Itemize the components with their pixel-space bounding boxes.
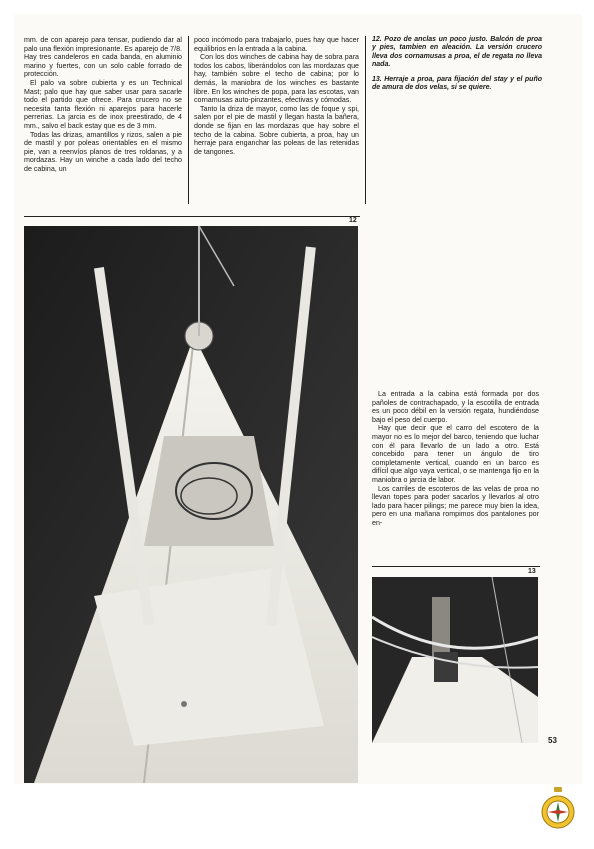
column-divider xyxy=(365,36,366,204)
paragraph: mm. de con aparejo para tensar, pudiendo dar al palo una flexión impresionante. Es aparejo de 7/8. Hay tres candeleros en cada banda, en aluminio marino y fuertes, con un solo cable forrado de protección. xyxy=(24,36,182,79)
bow-deck-photo-drawing xyxy=(24,226,358,783)
paragraph: Todas las drizas, amantillos y rizos, salen a pie de mastil y por poleas orientables en el mismo pie, van a reenvíos planos de tres roldanas, y a mordazas. Hay un winche a cada lado del techo de cabina, un xyxy=(24,130,182,173)
paragraph: Hay que decir que el carro del escotero de la mayor no es lo mejor del barco, teniendo que luchar con él para llevarlo de un lado a otro. Está concebido para tener un ángulo de tiro completamente vertical, cuando en un barco es difícil que algo vaya vertical, o se mantenga fijo en la maniobra o jarcia de labor. xyxy=(372,424,539,484)
paragraph: Los carriles de escoteros de las velas de proa no llevan topes para poder sacarlos y llevarlos al otro lado para hacer pilings; me parece muy bien la idea, pero en una mañana rompimos dos pantalones por en- xyxy=(372,484,539,527)
photo-bow-deck xyxy=(24,226,358,783)
paragraph: Con los dos winches de cabina hay de sobra para todos los cabos, liberándolos con las mordazas que hay, también sobre el techo de cabina; por lo demás, la maniobra de los winches es bastante libre. En los winches de popa, para las escotas, van cornamusas auto-pinzantes, efectivas y cómodas. xyxy=(194,53,359,105)
figure-number-12: 12 xyxy=(349,217,357,224)
caption-13: 13. Herraje a proa, para fijación del stay y el puño de amura de dos velas, si se quiere. xyxy=(372,75,542,92)
paragraph: El palo va sobre cubierta y es un Technical Mast; palo que hay que saber usar para sacarle todo el partido que ofrece. Para crucero no se necesita tanta flexión ni aparejos para hacerle perrerias. La jarcia es de inox preestirado, de 4 mm., salvo el back estay que es de 3 mm. xyxy=(24,78,182,130)
figure-rule xyxy=(24,216,360,217)
caption-12: 12. Pozo de anclas un poco justo. Balcón de proa y pies, tambien en aleación. La versión crucero lleva dos cornamusas a proa, el de regata no lleva nada. xyxy=(372,36,542,69)
paragraph: poco incómodo para trabajarlo, pues hay que hacer equilibrios en la entrada a la cabina. xyxy=(194,36,359,53)
figure-number-13: 13 xyxy=(528,568,536,575)
text-column-1 xyxy=(24,36,182,174)
column-divider xyxy=(188,36,189,204)
text-column-4 xyxy=(372,390,539,528)
paragraph: La entrada a la cabina está formada por dos pañoles de contrachapado, y la escotilla de entrada es un poco débil en la versión regata, hundiéndose bajo el peso del cuerpo. xyxy=(372,390,539,424)
text-column-2 xyxy=(194,36,359,156)
figure-rule xyxy=(372,566,540,567)
photo-bow-fitting xyxy=(372,577,538,743)
seal-logo xyxy=(541,787,575,831)
page-number: 53 xyxy=(548,736,557,745)
paragraph: Tanto la driza de mayor, como las de foque y spi, salen por el pie de mastil y llegan hasta la bañera, donde se fijan en las mordazas que hay sobre el techo de la cabina. Sobre cubierta, a proa, hay un herraje para enganchar las poleas de las retenidas de tangones. xyxy=(194,104,359,156)
bow-fitting-photo-drawing xyxy=(372,577,538,743)
photo-captions xyxy=(372,36,542,98)
